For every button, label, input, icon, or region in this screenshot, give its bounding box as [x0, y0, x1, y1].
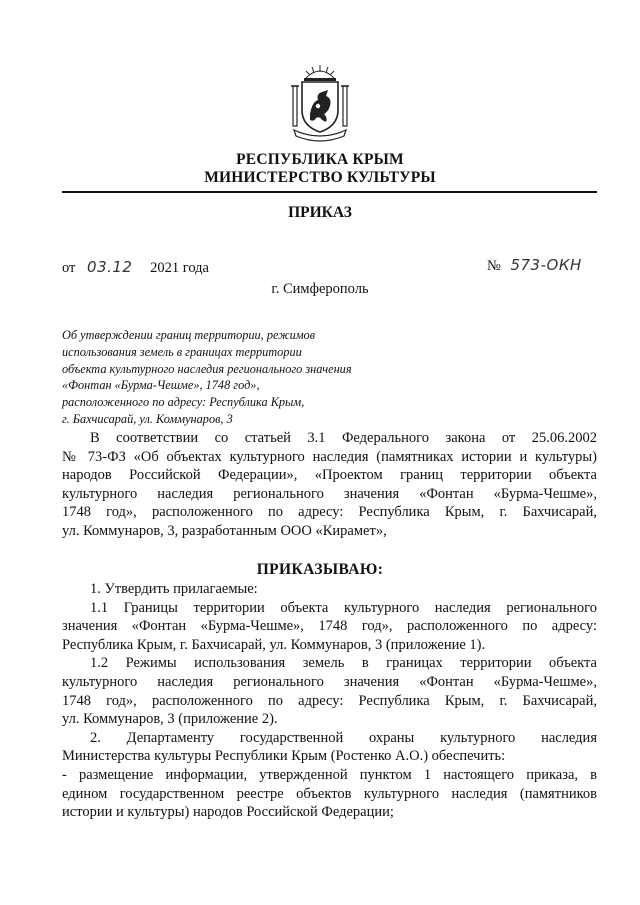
- item-line: 1. Утвердить прилагаемые:: [90, 581, 258, 597]
- ministry-title: МИНИСТЕРСТВО КУЛЬТУРЫ: [204, 169, 436, 186]
- city: г. Симферополь: [271, 281, 369, 297]
- item-line: ул. Коммунаров, 3 (приложение 2).: [62, 711, 278, 728]
- header-divider: [62, 191, 597, 193]
- number-line: [487, 256, 582, 275]
- preamble-line: В соответствии со статьей 3.1 Федерального закона от 25.06.2002: [90, 430, 597, 446]
- item-line: 1.1 Границы территории объекта культурного наследия регионального: [90, 599, 597, 616]
- order-heading: ПРИКАЗЫВАЮ:: [256, 561, 384, 578]
- subject-block: [62, 327, 362, 428]
- subject-line: г. Бахчисарай, ул. Коммунаров, 3: [62, 411, 233, 426]
- item-line: - размещение информации, утвержденной пунктом 1 настоящего приказа, в: [62, 766, 597, 783]
- item-line: значения «Фонтан «Бурма-Чешме», 1748 год», расположенного по адресу:: [62, 618, 597, 635]
- subject-line: объекта культурного наследия регионального значения: [62, 361, 352, 376]
- number-prefix: №: [487, 258, 501, 274]
- preamble-line: № 73-ФЗ «Об объектах культурного наследия (памятниках истории и культуры): [62, 448, 597, 465]
- date-line: [62, 258, 209, 277]
- date-prefix: от: [62, 260, 76, 276]
- preamble-line: 1748 год», расположенного по адресу: Республика Крым, г. Бахчисарай,: [62, 504, 597, 521]
- coat-of-arms-icon: [288, 62, 352, 144]
- republic-title: РЕСПУБЛИКА КРЫМ: [236, 151, 404, 168]
- item-line: 1.2 Режимы использования земель в границах территории объекта: [90, 655, 597, 672]
- preamble-line: народов Российской Федерации», «Проектом границ территории объекта: [62, 467, 597, 484]
- item-line: истории и культуры) народов Российской Федерации;: [62, 804, 394, 821]
- number-handwritten: 573-ОКН: [510, 256, 582, 274]
- preamble-paragraph: [62, 429, 597, 541]
- item-line: Республика Крым, г. Бахчисарай, ул. Коммунаров, 3 (приложение 1).: [62, 636, 486, 653]
- date-year: 2021 года: [150, 260, 209, 276]
- date-handwritten: 03.12: [87, 258, 133, 276]
- item-line: Министерства культуры Республики Крым (Ростенко А.О.) обеспечить:: [62, 748, 506, 765]
- preamble-line: культурного наследия регионального значения «Фонтан «Бурма-Чешме»,: [62, 485, 597, 502]
- preamble-line: ул. Коммунаров, 3, разработанным ООО «Кирамет»,: [62, 522, 387, 539]
- item-line: 1748 год», расположенного по адресу: Республика Крым, г. Бахчисарай,: [62, 692, 597, 709]
- subject-line: использования земель в границах территории: [62, 344, 302, 359]
- subject-line: «Фонтан «Бурма-Чешме», 1748 год»,: [62, 378, 260, 393]
- item-line: едином государственном реестре объектов культурного наследия (памятников: [62, 785, 597, 802]
- subject-line: Об утверждении границ территории, режимов: [62, 328, 316, 342]
- order-items: [62, 580, 597, 822]
- document-type: ПРИКАЗ: [288, 204, 352, 221]
- item-line: 2. Департаменту государственной охраны культурного наследия: [90, 729, 597, 746]
- item-line: культурного наследия регионального значения «Фонтан «Бурма-Чешме»,: [62, 673, 597, 690]
- subject-line: расположенного по адресу: Республика Крым,: [62, 395, 305, 410]
